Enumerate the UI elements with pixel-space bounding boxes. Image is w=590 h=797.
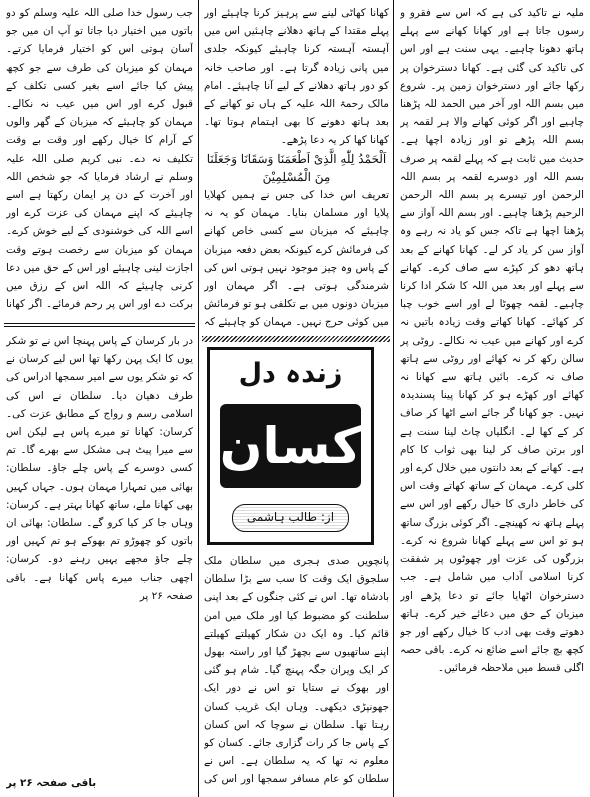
dua-verse: اَلْحَمْدُ لِلّٰهِ الَّذِیْ اَطْعَمَنَا وَسَقَانَا وَجَعَلَنَا مِنَ الْمُسْلِمِیْنَ xyxy=(206,151,387,184)
story-title-box xyxy=(207,347,374,545)
continued-note-text: باقی صفحہ ۲۶ پر xyxy=(6,777,97,789)
story-author: از: طالب ہاشمی xyxy=(232,504,349,532)
article-text-right: ملیہ نے تاکید کی ہے کہ اس سے فقرو و رسوں جاتا ہے اور کھانا کھانے سے پہلے ہاتھ دھونا چاہیے۔ یہی سنت ہے اور اس کی تاکید کی گئی ہے۔ کھانا دسترخوان پر رکھا جائے اور دسترخوان زمین پر۔ شروع میں بسم اللہ اور آخر میں الحمد للہ پڑھنا چاہیے اور اگر کوئی کھانے والا ہر لقمہ پر بسم اللہ پڑھے تو اور زیادہ اچھا ہے۔ حدیث میں ثابت ہے کہ پہلے لقمہ پر صرف بسم اللہ اور دوسرے لقمہ پر بسم اللہ الرحمن اور تیسرے پر بسم اللہ الرحمن الرحیم پڑھنا چاہیے۔ اور بسم اللہ آواز سے پڑھنا اچھا ہے تاکہ جس کو یاد نہ رہے وہ آواز سن کر یاد کر لے۔ کھانا کھانے کے بعد ہاتھ دھو کر کپڑے سے صاف کرے۔ کھانے سے پہلے اور بعد میں اللہ کا شکر ادا کرنا چاہیے۔ لقمہ چھوٹا لے اور اسے خوب چبا کر کھائے۔ کھانا کھاتے وقت زیادہ باتیں نہ کرے اور کھانے میں عیب نہ نکالے۔ روٹی پر سالن رکھ کر نہ کھائے اور روٹی سے ہاتھ صاف نہ کرے۔ بائیں ہاتھ سے کھانا نہ کھائے اور کھڑے ہو کر کھانا پینا پسندیدہ نہیں۔ جو کھانا گر جائے اسے اٹھا کر صاف کر کے کھا لے۔ انگلیاں چاٹ لینا سنت ہے اور برتن صاف کر لینا بھی ثواب کا کام ہے۔ کھانے کے بعد دانتوں میں خلال کرے اور کلی کرے۔ مہمان کے ساتھ کھاتے وقت اس کی خاطر داری کا خیال رکھے اور اس سے پہلے ہاتھ نہ کھینچے۔ اگر کوئی بزرگ ساتھ ہو تو اس سے پہلے کھانا شروع نہ کرے۔ بزرگوں کی عزت اور چھوٹوں پر شفقت کرنا اسلامی آداب میں شامل ہے۔ جب دسترخوان اٹھایا جائے تو دعا پڑھے اور میزبان کے حق میں دعائے خیر کرے۔ ہاتھ دھوتے وقت بھی ادب کا خیال رکھے اور جو کچھ بچ جائے اسے ضائع نہ کرے۔ باقی حصہ اگلی قسط میں ملاحظہ فرمائیں۔ xyxy=(400,7,584,675)
story-title-main xyxy=(220,404,361,488)
article-column-right xyxy=(400,4,584,792)
story-title-main-text: کسان xyxy=(219,417,362,475)
section-divider-left xyxy=(4,323,195,327)
story-column-left-bottom xyxy=(6,332,193,772)
column-divider-right xyxy=(393,0,394,797)
story-title-top: زندہ دل xyxy=(238,358,343,389)
article-column-middle-top xyxy=(204,4,389,332)
article-text-middle-continued: تعریف اس خدا کی جس نے ہمیں کھلایا پلایا اور مسلمان بنایا۔ مہمان کو یہ نہ چاہیئے کہ میزبان سے کسی خاص کھانے کی فرمائش کرے کیونکہ بعض دفعہ میزبان کے پاس وہ چیز موجود نہیں ہوتی اس کی شرمندگی ہوتی ہے۔ اگر مہمان اور میزبان دونوں میں بے تکلفی ہو تو فرمائش میں کوئی حرج نہیں۔ مہمان کو چاہیئے کہ xyxy=(204,189,389,329)
article-text-left: جب رسول خدا صلی اللہ علیہ وسلم کو دو باتوں میں اختیار دیا جاتا تو آپ ان میں جو آسان ہوتی اس کو اختیار فرمایا کرتے۔ مہمان کو میزبان کی طرف سے جو کچھ پیش کیا جائے اسے بغیر کسی تکلف کے قبول کرے اور اس میں عیب نہ نکالے۔ مہمان کو چاہیئے کہ میزبان کے گھر والوں کے آرام کا خیال رکھے اور وقت بے وقت تکلیف نہ دے۔ نبی کریم صلی اللہ علیہ وسلم نے ارشاد فرمایا کہ جو شخص اللہ اور آخرت کے دن پر ایمان رکھتا ہے اسے چاہیئے کہ اپنے مہمان کی عزت کرے اور اسے اللہ کی خوشنودی کے لیے خوش کرے۔ مہمان کو میزبان سے رخصت ہوتے وقت اجازت لینی چاہیئے اور اس کے حق میں دعا کرنی چاہیئے کہ اللہ اس کے رزق میں برکت دے اور اس پر رحم فرمائے۔ اگر کھانا xyxy=(6,7,193,311)
story-text-left: در بار کرسان کے پاس پہنچا اس نے تو شکر یوں کا ایک پہن رکھا تھا اس لیے کرسان نے کہ تو شکر یوں سے امیر سمجھا ادراس کی طرف دھیان دیا۔ سلطان نے اس کی اسلامی رسم و رواج کے مطابق عزت کی۔ کرسان: کھانا تو میرے پاس ہے لیکن اس سے میرا پیٹ ہی مشکل سے بھرے گا۔ تم کسی دوسرے کے پاس چلے جاؤ۔ سلطان: بھائی میں تمہارا مہمان ہوں۔ جہاں کہیں بھی کھانا ملے، ساتھ کھانا بہتر ہے۔ کرسان: وہاں جا کر کیا کرو گے۔ سلطان: بھائی ان باتوں کو چھوڑو تم بھوکے ہو تم کہیں اور چلے جاؤ مجھے یہیں رہنے دو۔ کرسان: اچھی جناب میرے پاس کھانا ہے۔ باقی صفحہ ۲۶ پر xyxy=(6,335,193,602)
article-column-left-top xyxy=(6,4,193,316)
story-text-middle: پانچویں صدی ہجری میں سلطان ملک سلجوق ایک وقت کا سب سے بڑا سلطان بادشاہ تھا۔ اس نے کئی جنگوں کے بعد اپنی سلطنت کو مضبوط کیا اور ملک میں امن قائم کیا۔ وہ ایک دن شکار کھیلتے کھیلتے اپنے ساتھیوں سے بچھڑ گیا اور راستہ بھول کر ایک ویران جگہ پہنچ گیا۔ شام ہو گئی اور بھوک نے ستایا تو اس نے دور ایک جھونپڑی دیکھی۔ وہاں ایک غریب کسان رہتا تھا۔ سلطان نے سوچا کہ اس کسان کے پاس جا کر رات گزاری جائے۔ کسان کو معلوم نہ تھا کہ یہ سلطان ہے۔ اس نے سلطان کو عام مسافر سمجھا اور اس کی xyxy=(204,555,389,786)
section-divider-middle xyxy=(202,336,390,342)
continued-note xyxy=(6,774,193,794)
story-column-middle-bottom xyxy=(204,552,389,792)
article-text-middle: کھانا کھاٹی لینے سے پرہیز کرنا چاہیئے اور پہلے مقتدا کے ہاتھ دھلانے چاہئیں اس میں آہستہ آہستہ کرنا چاہیئے کیونکہ جلدی میں پانی زیادہ گرتا ہے۔ اور صاحب خانہ کو دور ہاتھ دھلانے کے لیے آنا چاہیئے۔ امام مالک رحمۃ اللہ علیہ کے ہاں تو کھانے کے بعد ہاتھ دھونے کا بھی اہتمام ہوتا تھا۔ کھانا کھا کر یہ دعا پڑھے۔ xyxy=(204,7,389,147)
column-divider-left xyxy=(198,0,199,797)
